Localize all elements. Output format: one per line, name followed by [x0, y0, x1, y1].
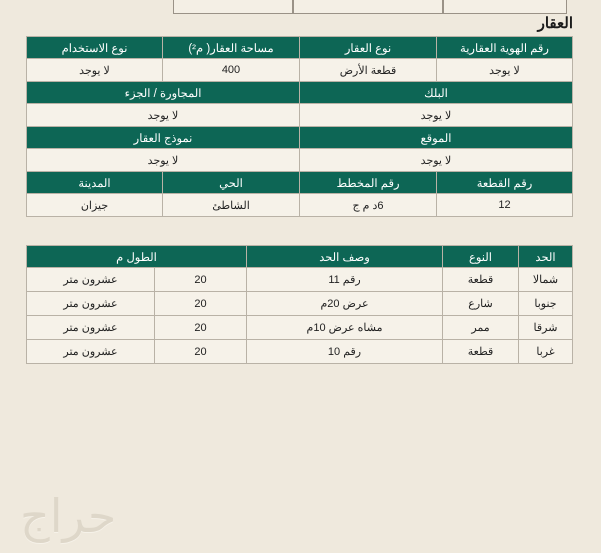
boundaries-table — [26, 245, 573, 364]
cell-boundary-length-number: 20 — [155, 340, 247, 364]
cell-boundary-type: قطعة — [443, 340, 519, 364]
cell-boundary-length-number: 20 — [155, 268, 247, 292]
top-strip-cell-1 — [443, 0, 567, 14]
header-cell-boundary-description: وصف الحد — [247, 246, 443, 268]
watermark — [20, 467, 270, 547]
table-row — [27, 172, 573, 194]
cell-boundary-description: عرض 20م — [247, 292, 443, 316]
cell-boundary-direction: شرقا — [519, 316, 573, 340]
table-row — [27, 194, 573, 217]
table-row — [27, 340, 573, 364]
cell-boundary-type: قطعة — [443, 268, 519, 292]
header-cell-city: المدينة — [27, 172, 163, 194]
table-row — [27, 316, 573, 340]
header-cell-property-id: رقم الهوية العقارية — [437, 37, 573, 59]
cell-boundary-length-words: عشرون متر — [27, 292, 155, 316]
cell-boundary-length-number: 20 — [155, 292, 247, 316]
table-row — [27, 127, 573, 149]
header-cell-district: الحي — [163, 172, 300, 194]
value-cell-usage-type: لا يوجد — [27, 59, 163, 82]
value-cell-district: الشاطئ — [163, 194, 300, 217]
header-cell-block: البلك — [300, 82, 573, 104]
top-strip-cell-3 — [173, 0, 293, 14]
cell-boundary-description: رقم 11 — [247, 268, 443, 292]
table-row — [27, 268, 573, 292]
table-row — [27, 82, 573, 104]
value-cell-block: لا يوجد — [300, 104, 573, 127]
value-cell-property-model: لا يوجد — [27, 149, 300, 172]
header-cell-location: الموقع — [300, 127, 573, 149]
table-row — [27, 59, 573, 82]
cell-boundary-direction: شمالا — [519, 268, 573, 292]
header-cell-property-area: مساحة العقار( م²) — [163, 37, 300, 59]
table-row — [27, 37, 573, 59]
table-row — [27, 246, 573, 268]
value-cell-plan-number: 6د م ج — [300, 194, 437, 217]
header-cell-boundary-type: النوع — [443, 246, 519, 268]
cell-boundary-type: شارع — [443, 292, 519, 316]
value-cell-property-id: لا يوجد — [437, 59, 573, 82]
watermark-text: حراج — [20, 489, 117, 543]
header-cell-plan-number: رقم المخطط — [300, 172, 437, 194]
value-cell-location: لا يوجد — [300, 149, 573, 172]
top-strip-cell-2 — [293, 0, 443, 14]
cell-boundary-direction: غربا — [519, 340, 573, 364]
header-cell-parcel-number: رقم القطعة — [437, 172, 573, 194]
table-row — [27, 149, 573, 172]
header-cell-neighborhood-part: المجاورة / الجزء — [27, 82, 300, 104]
cell-boundary-direction: جنوبا — [519, 292, 573, 316]
table-row — [27, 292, 573, 316]
header-cell-usage-type: نوع الاستخدام — [27, 37, 163, 59]
value-cell-property-type: قطعة الأرض — [300, 59, 437, 82]
top-partial-table-strip — [0, 0, 601, 16]
page-title: العقار — [537, 15, 573, 32]
header-cell-boundary: الحد — [519, 246, 573, 268]
value-cell-parcel-number: 12 — [437, 194, 573, 217]
value-cell-property-area: 400 — [163, 59, 300, 82]
cell-boundary-type: ممر — [443, 316, 519, 340]
cell-boundary-description: مشاه عرض 10م — [247, 316, 443, 340]
value-cell-city: جيزان — [27, 194, 163, 217]
cell-boundary-length-words: عشرون متر — [27, 340, 155, 364]
header-cell-boundary-length: الطول م — [27, 246, 247, 268]
cell-boundary-length-number: 20 — [155, 316, 247, 340]
header-cell-property-type: نوع العقار — [300, 37, 437, 59]
cell-boundary-description: رقم 10 — [247, 340, 443, 364]
property-table — [26, 36, 573, 217]
cell-boundary-length-words: عشرون متر — [27, 268, 155, 292]
value-cell-neighborhood-part: لا يوجد — [27, 104, 300, 127]
header-cell-property-model: نموذج العقار — [27, 127, 300, 149]
table-row — [27, 104, 573, 127]
cell-boundary-length-words: عشرون متر — [27, 316, 155, 340]
